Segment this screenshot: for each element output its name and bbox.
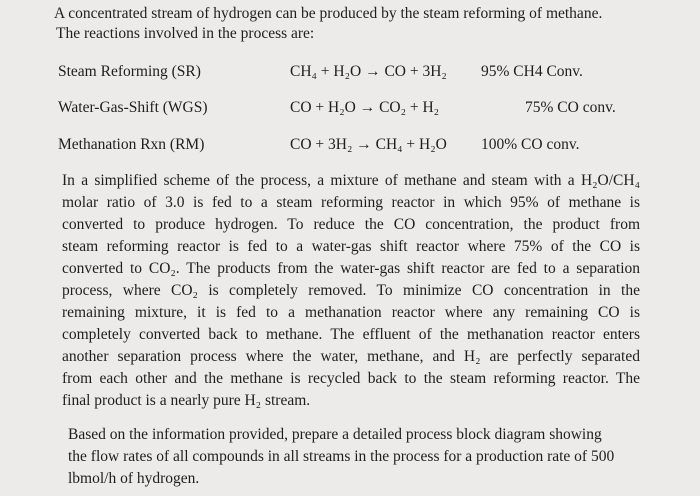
paragraph-line: converted to CO₂. The products from the water-gas shift reactor are fed to a separation — [62, 260, 640, 277]
paragraph-line: final product is a nearly pure H₂ stream. — [62, 392, 311, 409]
paragraph-task — [68, 424, 638, 490]
reaction-conversion-wgs: 75% CO conv. — [525, 99, 616, 116]
paragraph-line: completely converted back to methane. The effluent of the methanation reactor enters — [62, 326, 640, 343]
reaction-equation-sr: CH₄ + H₂O → CO + 3H₂ — [290, 63, 447, 80]
intro-line-2: The reactions involved in the process are: — [56, 25, 315, 42]
paragraph-process-description — [62, 170, 640, 412]
paragraph-line: from each other and the methane is recycled back to the steam reforming reactor. The — [62, 370, 640, 387]
reaction-name-rm: Methanation Rxn (RM) — [58, 136, 205, 153]
reaction-name-wgs: Water-Gas-Shift (WGS) — [58, 99, 208, 116]
reaction-conversion-sr: 95% CH4 Conv. — [481, 63, 583, 80]
paragraph-line: process, where CO₂ is completely removed. To minimize CO concentration in the — [62, 282, 640, 299]
paragraph-line: lbmol/h of hydrogen. — [68, 470, 200, 487]
reaction-equation-rm: CO + 3H₂ → CH₄ + H₂O — [290, 136, 447, 153]
paragraph-line: the flow rates of all compounds in all streams in the process for a production rate of 500 — [68, 448, 615, 465]
paragraph-line: converted to produce hydrogen. To reduce the CO concentration, the product from — [62, 216, 640, 233]
paragraph-line: Based on the information provided, prepare a detailed process block diagram showing — [68, 426, 602, 443]
paragraph-line: molar ratio of 3.0 is fed to a steam reforming reactor in which 95% of methane is — [62, 194, 640, 211]
reaction-conversion-rm: 100% CO conv. — [481, 136, 580, 153]
paragraph-line: remaining mixture, it is fed to a methanation reactor where any remaining CO is — [62, 304, 640, 321]
reaction-name-sr: Steam Reforming (SR) — [58, 63, 201, 80]
paragraph-line: another separation process where the water, methane, and H₂ are perfectly separated — [62, 348, 640, 365]
reaction-equation-wgs: CO + H₂O → CO₂ + H₂ — [290, 99, 440, 116]
paragraph-line: In a simplified scheme of the process, a mixture of methane and steam with a H₂O/CH₄ — [62, 172, 640, 189]
intro-line-1: A concentrated stream of hydrogen can be produced by the steam reforming of methane. — [54, 5, 603, 22]
paragraph-line: steam reforming reactor is fed to a water-gas shift reactor where 75% of the CO is — [62, 238, 640, 255]
